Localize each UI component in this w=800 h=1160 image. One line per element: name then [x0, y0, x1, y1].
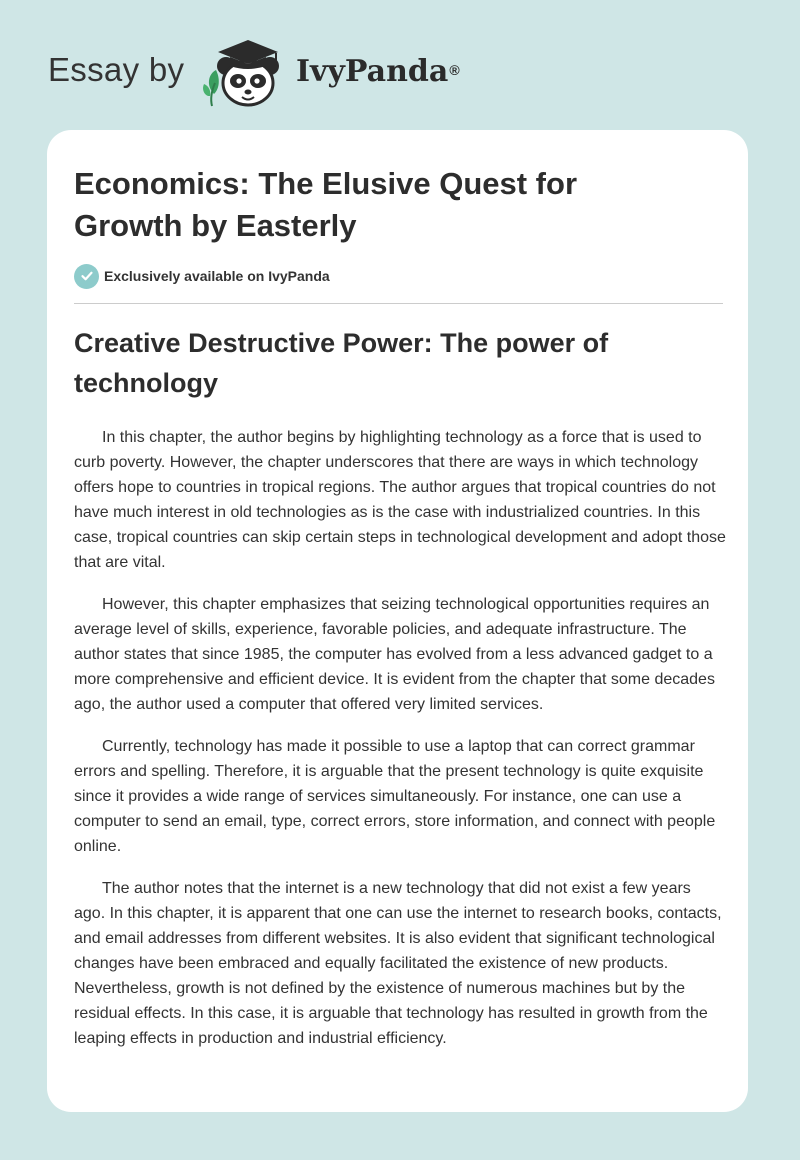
- paragraph: The author notes that the internet is a new technology that did not exist a few years ago. In this chapter, it is apparent that one can use the internet to research books, contacts, and email addresses from different websites. It is also evident that significant technological changes have been embraced and equally facilitated the existence of new products. Nevertheless, growth is not defined by the existence of numerous machines but by the residual effects. In this case, it is arguable that technology has resulted in growth from the leaping effects in production and industrial efficiency.: [74, 880, 722, 1047]
- essay-body: [74, 425, 726, 1068]
- brand-name[interactable]: [296, 52, 460, 92]
- essay-title: Economics: The Elusive Quest for Growth by Easterly: [74, 166, 578, 243]
- exclusive-badge: [74, 263, 330, 289]
- divider: [74, 303, 723, 304]
- section-heading: Creative Destructive Power: The power of technology: [74, 328, 609, 398]
- registered-mark: ®: [449, 62, 460, 78]
- essay-card: [47, 130, 748, 1112]
- paragraph: However, this chapter emphasizes that seizing technological opportunities requires an average level of skills, experience, favorable policies, and adequate infrastructure. The author states that since 1985, the computer has evolved from a less advanced gadget to a more comprehensive and efficient device. It is evident from the chapter that some decades ago, the author used a computer that offered very limited services.: [74, 596, 715, 713]
- panda-graduate-logo-icon[interactable]: [198, 36, 294, 110]
- essay-by-label: Essay by: [48, 51, 185, 88]
- check-circle-icon: [74, 264, 99, 289]
- paragraph: Currently, technology has made it possible to use a laptop that can correct grammar errors and spelling. Therefore, it is arguable that the present technology is quite exquisite since it provides a wide range of services simultaneously. For instance, one can use a computer to send an email, type, correct errors, store information, and connect with people online.: [74, 738, 716, 855]
- brand-name-text: IvyPanda: [296, 54, 449, 89]
- site-header: [0, 0, 800, 130]
- exclusive-badge-label: Exclusively available on IvyPanda: [104, 268, 330, 284]
- paragraph: In this chapter, the author begins by highlighting technology as a force that is used to curb poverty. However, the chapter underscores that there are ways in which technology offers hope to countries in tropical regions. The author argues that tropical countries do not have much interest in old technologies as is the case with industrialized countries. In this case, tropical countries can skip certain steps in technological development and adopt those that are vital.: [74, 429, 726, 571]
